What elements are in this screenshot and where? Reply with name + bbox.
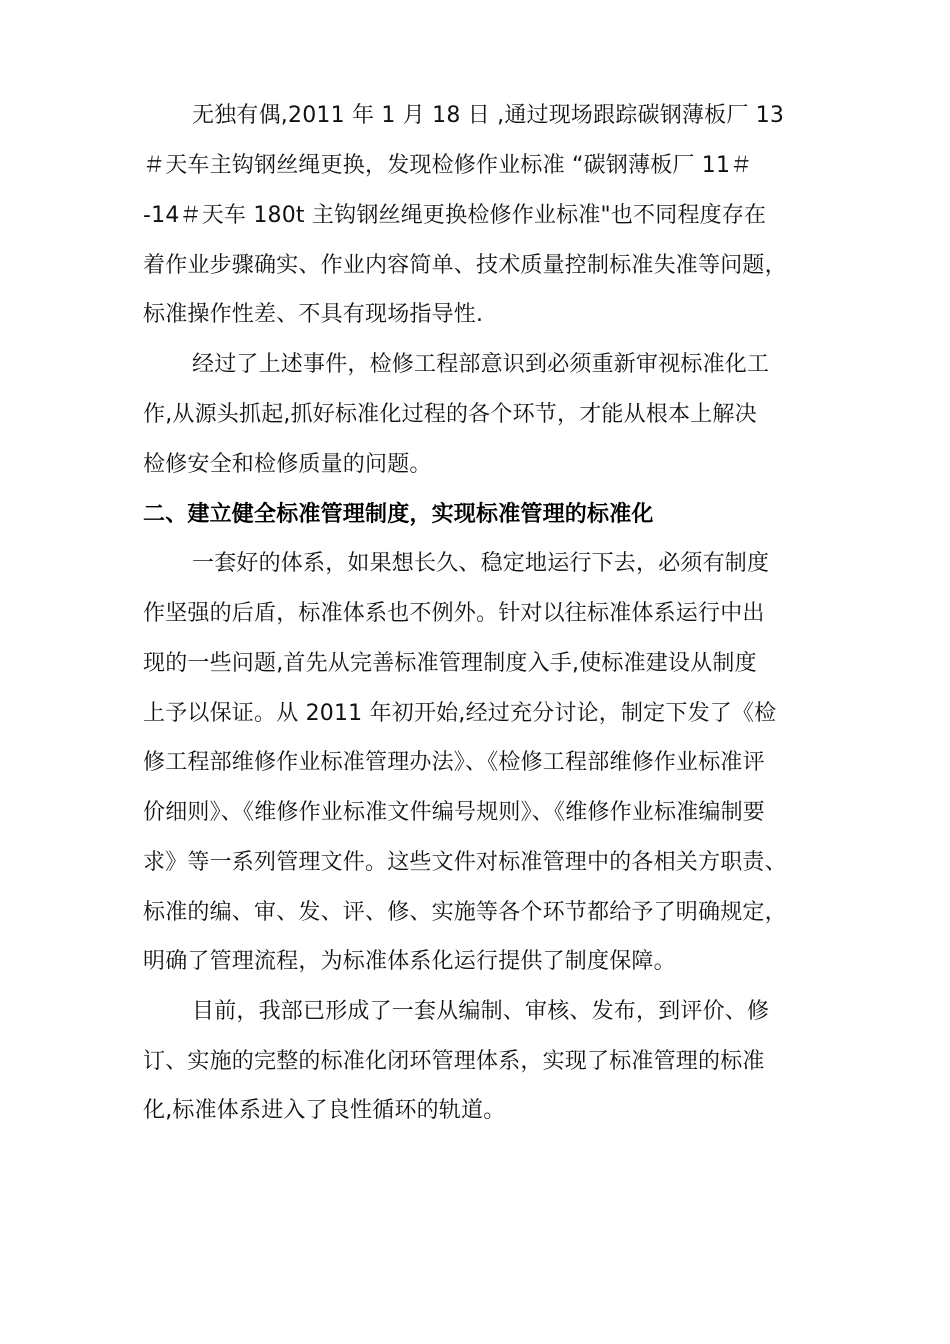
paragraph-1-line-1: 无独有偶,2011 年 1 月 18 日 ,通过现场跟踪碳钢薄板厂 13: [192, 103, 785, 128]
paragraph-1-line-3: -14＃天车 180t 主钩钢丝绳更换检修作业标准"也不同程度存在: [143, 203, 767, 228]
paragraph-3-line-3: 现的一些问题,首先从完善标准管理制度入手,使标准建设从制度: [143, 651, 757, 676]
paragraph-3-line-4: 上予以保证。从 2011 年初开始,经过充分讨论，制定下发了《检: [143, 701, 777, 726]
paragraph-4-line-3: 化,标准体系进入了良性循环的轨道。: [143, 1098, 506, 1123]
section-heading: 二、建立健全标准管理制度，实现标准管理的标准化: [143, 502, 654, 527]
paragraph-4-line-1: 目前，我部已形成了一套从编制、审核、发布，到评价、修: [192, 999, 770, 1024]
paragraph-3-line-5: 修工程部维修作业标准管理办法》、《检修工程部维修作业标准评: [143, 750, 765, 775]
paragraph-2-line-1: 经过了上述事件，检修工程部意识到必须重新审视标准化工: [192, 352, 770, 377]
paragraph-3-line-2: 作坚强的后盾，标准体系也不例外。针对以往标准体系运行中出: [143, 601, 765, 626]
paragraph-3-line-7: 求》等一系列管理文件。这些文件对标准管理中的各相关方职责、: [143, 850, 787, 875]
paragraph-1-line-5: 标准操作性差、不具有现场指导性.: [143, 302, 484, 327]
paragraph-1-line-4: 着作业步骤确实、作业内容简单、技术质量控制标准失准等问题，: [143, 253, 787, 278]
paragraph-4-line-2: 订、实施的完整的标准化闭环管理体系，实现了标准管理的标准: [143, 1049, 765, 1074]
paragraph-2-line-2: 作,从源头抓起,抓好标准化过程的各个环节，才能从根本上解决: [143, 402, 757, 427]
paragraph-3-line-9: 明确了管理流程，为标准体系化运行提供了制度保障。: [143, 949, 676, 974]
paragraph-3-line-6: 价细则》、《维修作业标准文件编号规则》、《维修作业标准编制要: [143, 800, 766, 825]
paragraph-3-line-8: 标准的编、审、发、评、修、实施等各个环节都给予了明确规定，: [143, 900, 787, 925]
paragraph-2-line-3: 检修安全和检修质量的问题。: [143, 452, 432, 477]
paragraph-3-line-1: 一套好的体系，如果想长久、稳定地运行下去，必须有制度: [192, 551, 770, 576]
paragraph-1-line-2: ＃天车主钩钢丝绳更换，发现检修作业标准 “碳钢薄板厂 11＃: [143, 153, 753, 178]
